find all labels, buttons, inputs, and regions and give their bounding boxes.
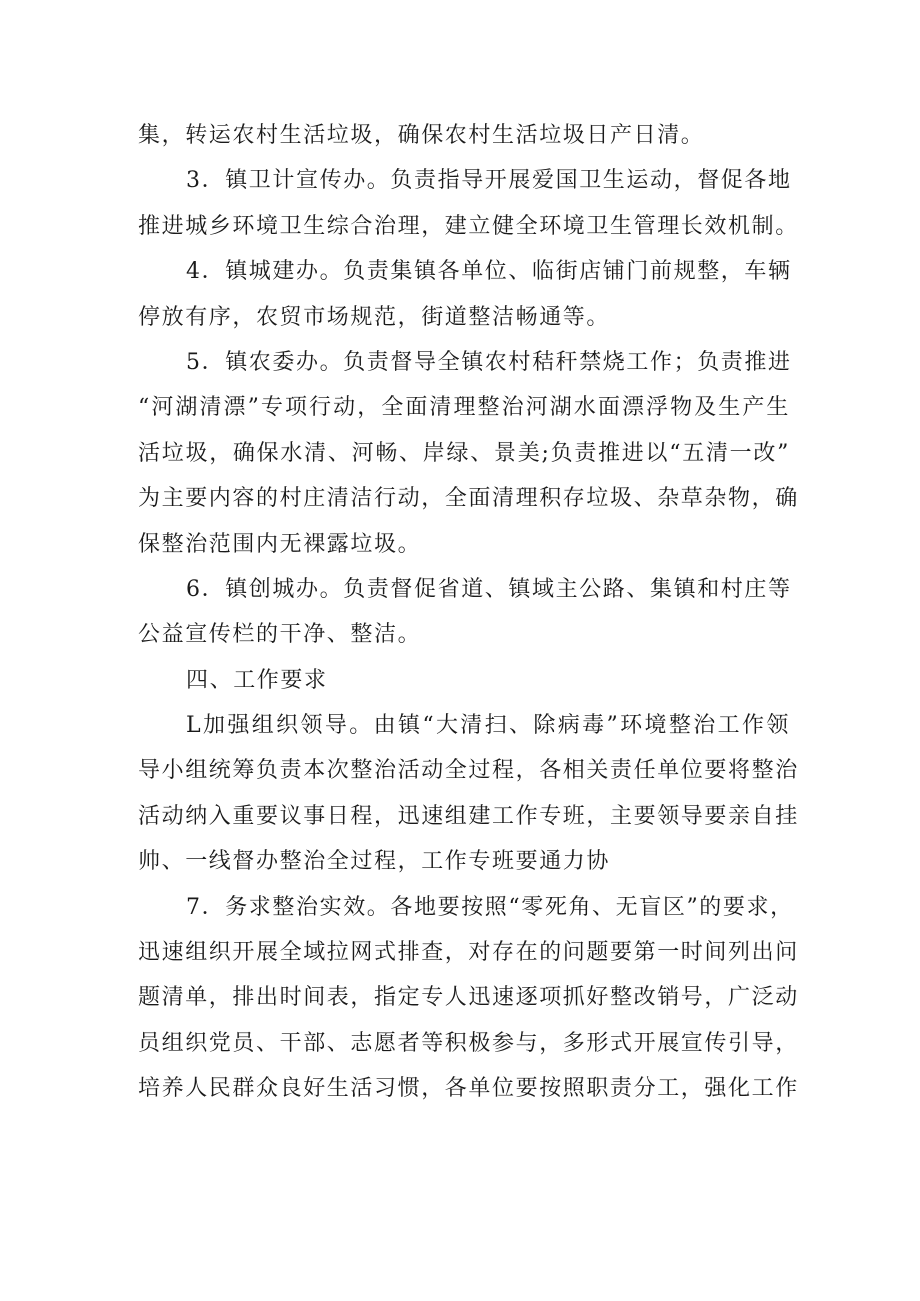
text-line: 集，转运农村生活垃圾，确保农村生活垃圾日产日清。 <box>138 123 705 148</box>
text-line: 培养人民群众良好生活习惯，各单位要按照职责分工，强化工作 <box>138 1076 799 1102</box>
text-line: 为主要内容的村庄清洁行动，全面清理积存垃圾、杂草杂物，确 <box>138 486 799 512</box>
text-line: 题清单，排出时间表，指定专人迅速逐项抓好整改销号，广泛动 <box>138 985 799 1011</box>
text-line: 活动纳入重要议事日程，迅速组建工作专班，主要领导要亲自挂 <box>138 803 799 829</box>
text-line: 4．镇城建办。负责集镇各单位、临街店铺门前规整，车辆 <box>186 259 792 285</box>
text-line: 导小组统筹负责本次整治活动全过程，各相关责任单位要将整治 <box>138 758 799 784</box>
text-line: 公益宣传栏的干净、整洁。 <box>138 622 422 648</box>
text-line: 帅、一线督办整治全过程，工作专班要通力协 <box>138 849 611 875</box>
text-line: 停放有序，农贸市场规范，街道整洁畅通等。 <box>138 304 611 330</box>
section-heading: 四、工作要求 <box>186 667 328 693</box>
text-line: L加强组织领导。由镇“大清扫、除病毒”环境整治工作领 <box>186 713 790 739</box>
text-line: 7．务求整治实效。各地要按照“零死角、无盲区”的要求， <box>186 894 794 920</box>
text-line: 5．镇农委办。负责督导全镇农村秸秆禁烧工作；负责推进 <box>186 349 792 375</box>
text-line: 活垃圾，确保水清、河畅、岸绿、景美;负责推进以“五清一改” <box>138 440 790 466</box>
text-line: 保整治范围内无裸露垃圾。 <box>138 531 422 557</box>
document-body <box>138 113 799 1112</box>
text-line: 员组织党员、干部、志愿者等积极参与，多形式开展宣传引导， <box>138 1030 799 1056</box>
text-line: 6．镇创城办。负责督促省道、镇域主公路、集镇和村庄等 <box>186 576 792 602</box>
text-line: 推进城乡环境卫生综合治理，建立健全环境卫生管理长效机制。 <box>138 213 799 239</box>
text-line: 3．镇卫计宣传办。负责指导开展爱国卫生运动，督促各地 <box>186 168 792 194</box>
text-line: “河湖清漂”专项行动，全面清理整治河湖水面漂浮物及生产生 <box>138 395 790 421</box>
text-line: 迅速组织开展全域拉网式排查，对存在的问题要第一时间列出问 <box>138 940 799 966</box>
